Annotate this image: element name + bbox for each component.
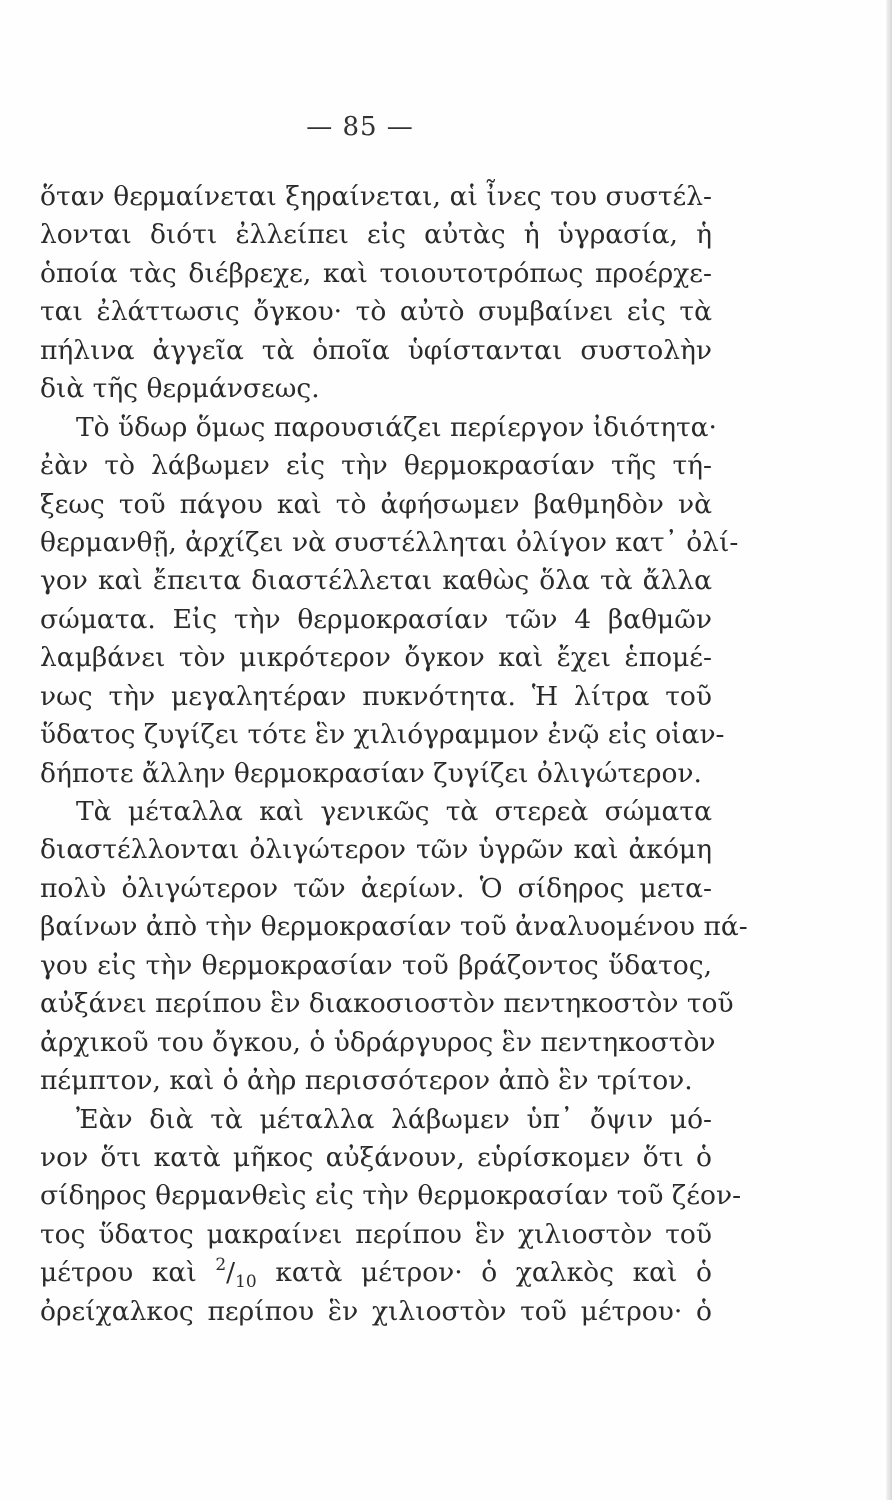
- fraction-line-after: κατὰ μέτρον· ὁ χαλκὸς καὶ ὁ: [256, 1257, 712, 1289]
- text-line: ὁποία τὰς διέβρεχε, καὶ τοιουτοτρόπως προέρχε-: [40, 257, 712, 289]
- text-line: νον ὅτι κατὰ μῆκος αὐξάνουν, εὑρίσκομεν ὅτι ὁ: [40, 1141, 712, 1173]
- text-line: αὐξάνει περίπου ἓν διακοσιοστὸν πεντηκοστὸν τοῦ: [40, 988, 734, 1020]
- text-line: γου εἰς τὴν θερμοκρασίαν τοῦ βράζοντος ὕδατος,: [40, 949, 712, 981]
- fraction-denominator: 10: [235, 1272, 257, 1293]
- text-line: πήλινα ἀγγεῖα τὰ ὁποῖα ὑφίστανται συστολὴν: [40, 334, 712, 366]
- fraction-slash: /: [226, 1257, 236, 1289]
- text-line: θερμανθῇ, ἀρχίζει νὰ συστέλληται ὀλίγον κατ᾽ ὀλί-: [40, 526, 739, 558]
- text-line-fraction: [40, 1254, 712, 1292]
- fraction-numerator: 2: [215, 1255, 227, 1276]
- text-line: πολὺ ὀλιγώτερον τῶν ἀερίων. Ὁ σίδηρος μετα-: [40, 872, 712, 904]
- fraction-line-before: μέτρου καὶ: [40, 1257, 216, 1289]
- text-line: ἐὰν τὸ λάβωμεν εἰς τὴν θερμοκρασίαν τῆς τή-: [40, 450, 712, 482]
- text-line: Ἐὰν διὰ τὰ μέταλλα λάβωμεν ὑπ᾽ ὄψιν μό-: [76, 1103, 712, 1135]
- text-line: διαστέλλονται ὀλιγώτερον τῶν ὑγρῶν καὶ ἀκόμη: [40, 834, 712, 866]
- text-line: ὕδατος ζυγίζει τότε ἓν χιλιόγραμμον ἐνῷ εἰς οἱαν-: [40, 719, 725, 751]
- text-line: σίδηρος θερμανθεὶς εἰς τὴν θερμοκρασίαν τοῦ ζέον-: [40, 1180, 742, 1212]
- text-line: διὰ τῆς θερμάνσεως.: [40, 373, 320, 405]
- text-line: δήποτε ἄλλην θερμοκρασίαν ζυγίζει ὀλιγώτερον.: [40, 757, 702, 789]
- page-number: — 85 —: [306, 112, 414, 142]
- text-line-final: ὀρείχαλκος περίπου ἓν χιλιοστὸν τοῦ μέτρου· ὁ: [40, 1295, 712, 1327]
- text-line: σώματα. Εἰς τὴν θερμοκρασίαν τῶν 4 βαθμῶν: [40, 603, 712, 635]
- page-edge-shadow: [886, 0, 892, 1500]
- text-line: ὅταν θερμαίνεται ξηραίνεται, αἱ ἶνες του συστέλ-: [40, 181, 712, 212]
- text-line: ται ἐλάττωσις ὄγκου· τὸ αὐτὸ συμβαίνει εἰς τὰ: [40, 296, 712, 328]
- text-line: ξεως τοῦ πάγου καὶ τὸ ἀφήσωμεν βαθμηδὸν νὰ: [40, 488, 712, 520]
- text-line: λονται διότι ἐλλείπει εἰς αὐτὰς ἡ ὑγρασία, ἡ: [40, 219, 712, 251]
- text-lines: [40, 178, 748, 1254]
- text-line: πέμπτον, καὶ ὁ ἀὴρ περισσότερον ἀπὸ ἓν τρίτον.: [40, 1065, 693, 1097]
- text-line: τος ὕδατος μακραίνει περίπου ἓν χιλιοστὸν τοῦ: [40, 1218, 712, 1250]
- text-line: ἀρχικοῦ του ὄγκου, ὁ ὑδράργυρος ἓν πεντηκοστὸν: [40, 1026, 716, 1058]
- text-line: Τὰ μέταλλα καὶ γενικῶς τὰ στερεὰ σώματα: [76, 796, 712, 827]
- text-line: Τὸ ὕδωρ ὅμως παρουσιάζει περίεργον ἰδιότητα·: [76, 411, 717, 443]
- text-line: γον καὶ ἔπειτα διαστέλλεται καθὼς ὅλα τὰ ἄλλα: [40, 565, 712, 597]
- text-line: βαίνων ἀπὸ τὴν θερμοκρασίαν τοῦ ἀναλυομένου πά-: [40, 911, 748, 943]
- text-line: νως τὴν μεγαλητέραν πυκνότητα. Ἡ λίτρα τοῦ: [40, 680, 712, 712]
- body-text: [40, 178, 748, 1331]
- text-line: λαμβάνει τὸν μικρότερον ὄγκον καὶ ἔχει ἑπομέ-: [40, 642, 712, 674]
